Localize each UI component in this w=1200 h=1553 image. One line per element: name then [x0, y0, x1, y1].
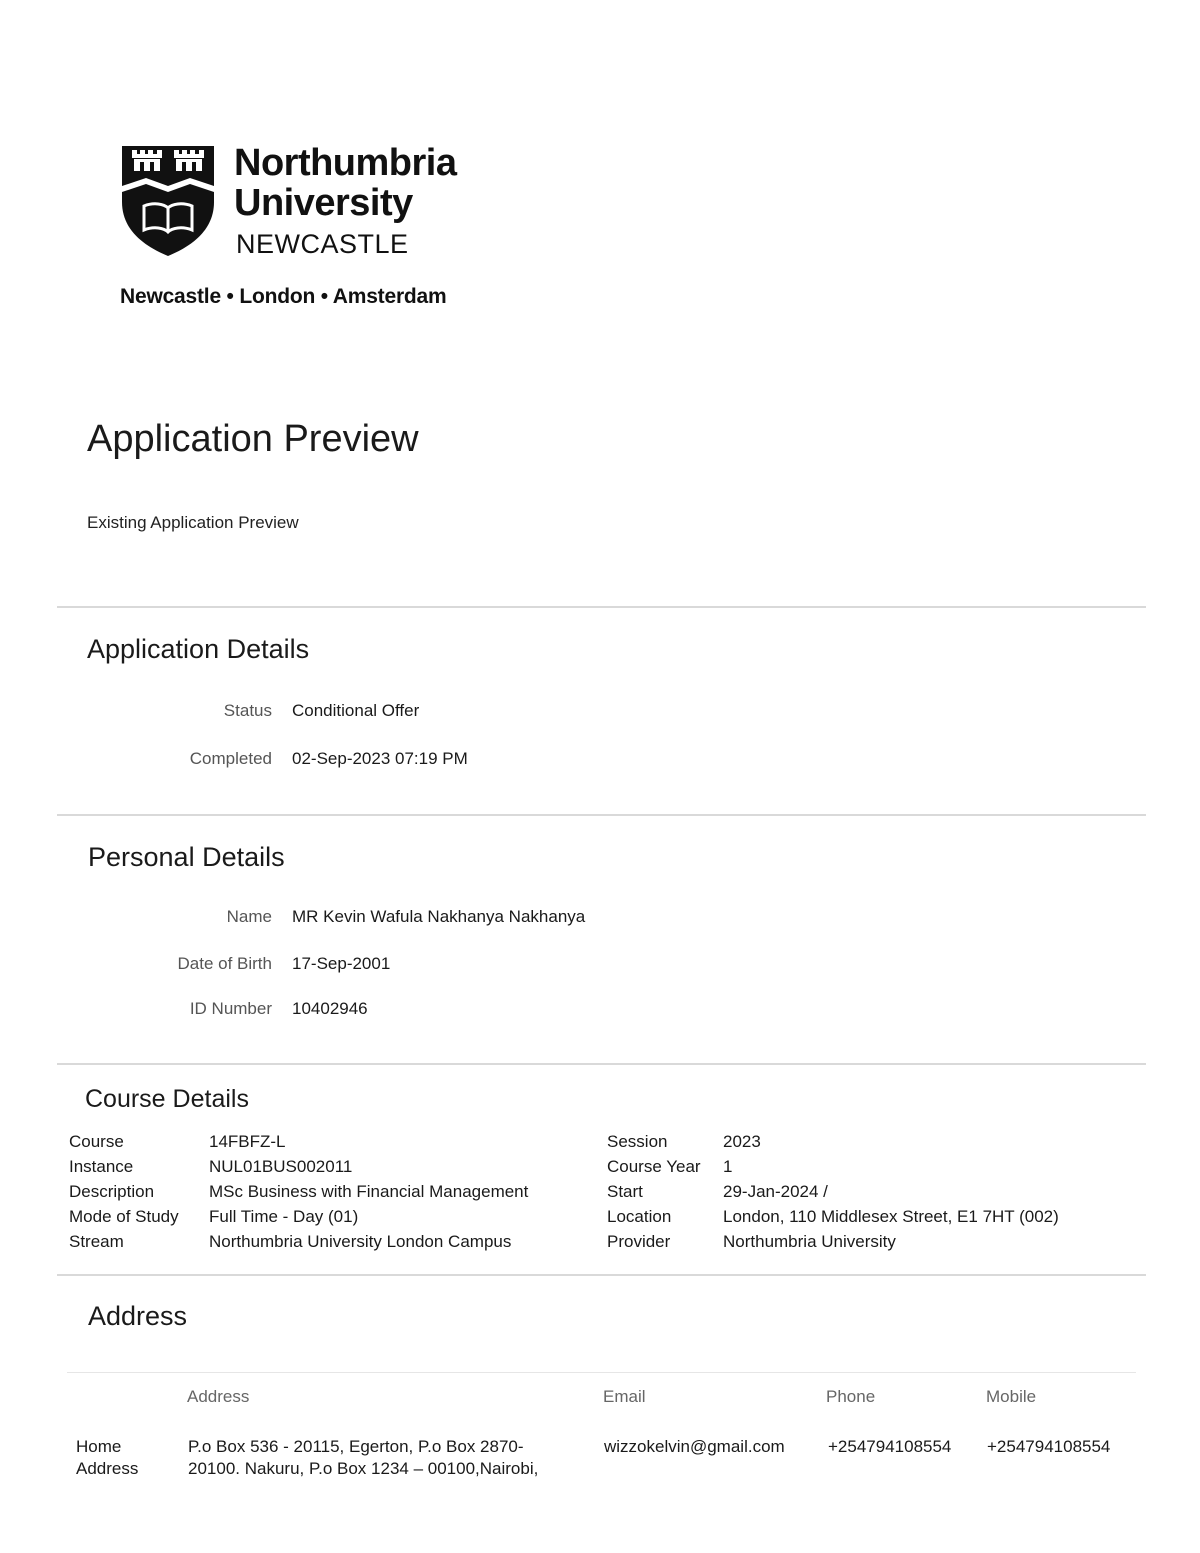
address-column-header: Address [187, 1387, 250, 1406]
id-number-value: 10402946 [292, 999, 368, 1018]
divider [57, 814, 1146, 816]
address-table-top-border [67, 1372, 1136, 1373]
session-value: 2023 [723, 1132, 761, 1151]
divider [57, 606, 1146, 608]
address-type-line2: Address [76, 1459, 139, 1478]
course-details-heading: Course Details [85, 1085, 249, 1113]
status-label: Status [223, 701, 272, 720]
email-cell: wizzokelvin@gmail.com [604, 1437, 785, 1456]
mode-of-study-label: Mode of Study [69, 1207, 179, 1226]
dob-label: Date of Birth [177, 954, 272, 973]
divider [57, 1063, 1146, 1065]
status-value: Conditional Offer [292, 701, 420, 720]
address-type-cell [76, 1436, 138, 1480]
logo-name-line3: NEWCASTLE [236, 229, 409, 259]
mobile-column-header: Mobile [986, 1387, 1037, 1406]
description-value: MSc Business with Financial Management [209, 1182, 529, 1201]
provider-label: Provider [607, 1232, 671, 1251]
page-subtitle: Existing Application Preview [87, 513, 299, 532]
course-year-value: 1 [723, 1157, 733, 1176]
start-value: 29-Jan-2024 / [723, 1182, 828, 1201]
email-column-header: Email [603, 1387, 646, 1406]
mobile-cell: +254794108554 [987, 1437, 1111, 1456]
address-type-line1: Home [76, 1437, 122, 1456]
description-label: Description [69, 1182, 155, 1201]
personal-details-heading: Personal Details [88, 842, 285, 872]
address-text-cell [188, 1436, 538, 1480]
address-line2: 20100. Nakuru, P.o Box 1234 – 00100,Nairobi, [188, 1459, 539, 1478]
logo-name-line2: University [234, 182, 413, 224]
address-line1: P.o Box 536 - 20115, Egerton, P.o Box 2870- [188, 1437, 524, 1456]
id-number-label: ID Number [189, 999, 272, 1018]
start-label: Start [607, 1182, 643, 1201]
crest-icon [118, 142, 218, 257]
location-label: Location [607, 1207, 672, 1226]
phone-cell: +254794108554 [828, 1437, 952, 1456]
completed-label: Completed [189, 749, 272, 768]
location-value: London, 110 Middlesex Street, E1 7HT (002) [723, 1207, 1059, 1226]
course-right-labels [607, 1129, 701, 1254]
session-label: Session [607, 1132, 668, 1151]
course-year-label: Course Year [607, 1157, 701, 1176]
logo-campuses: Newcastle • London • Amsterdam [120, 285, 447, 308]
provider-value: Northumbria University [723, 1232, 896, 1251]
dob-value: 17-Sep-2001 [292, 954, 391, 973]
address-heading: Address [88, 1301, 188, 1331]
course-left-labels [69, 1129, 179, 1254]
name-label: Name [226, 907, 272, 926]
stream-value: Northumbria University London Campus [209, 1232, 512, 1251]
course-value: 14FBFZ-L [209, 1132, 286, 1151]
application-details-heading: Application Details [87, 634, 310, 664]
phone-column-header: Phone [826, 1387, 876, 1406]
course-label: Course [69, 1132, 124, 1151]
name-value: MR Kevin Wafula Nakhanya Nakhanya [292, 907, 586, 926]
course-right-values [723, 1129, 1059, 1254]
page-title: Application Preview [87, 418, 419, 460]
divider [57, 1274, 1146, 1276]
instance-label: Instance [69, 1157, 134, 1176]
logo-name-line1: Northumbria [234, 142, 457, 184]
course-left-values [209, 1129, 528, 1254]
completed-value: 02-Sep-2023 07:19 PM [292, 749, 468, 768]
instance-value: NUL01BUS002011 [209, 1157, 353, 1176]
mode-of-study-value: Full Time - Day (01) [209, 1207, 359, 1226]
stream-label: Stream [69, 1232, 124, 1251]
